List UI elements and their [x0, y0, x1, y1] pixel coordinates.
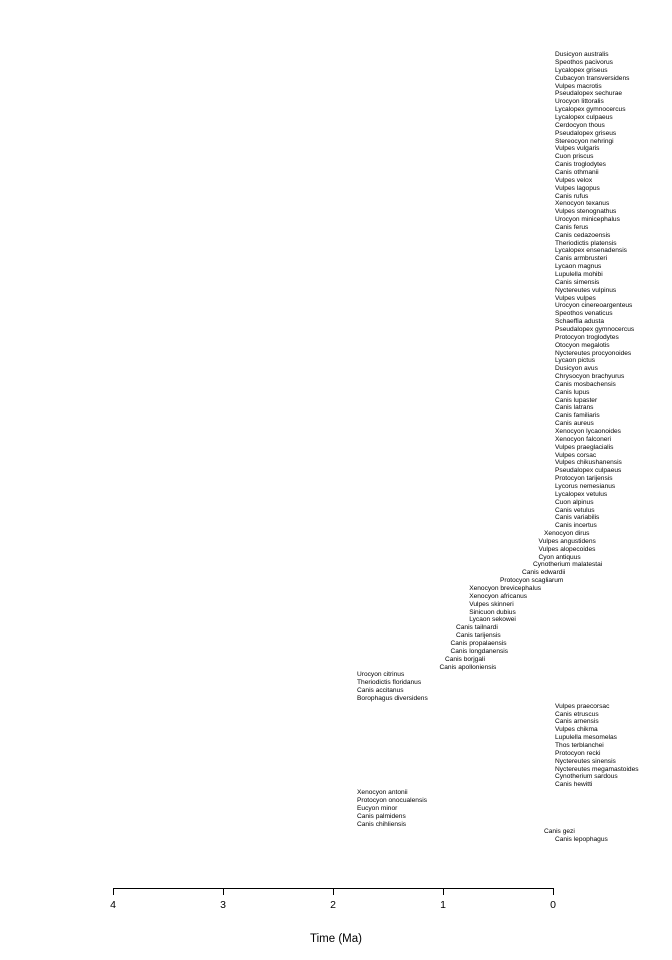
bar-row: [467, 162, 553, 168]
bar-label: Canis tailnardi: [456, 624, 498, 632]
bar-label: Vulpes velox: [555, 176, 593, 184]
bar-row: [267, 358, 553, 364]
bar-row: [421, 209, 553, 215]
bar-label: Dusicyon avus: [555, 365, 598, 373]
bar-label: Canis cedazoensis: [555, 231, 611, 239]
bar-label: Vulpes vulgaris: [555, 145, 600, 153]
bar-label: Vulpes praeglacialis: [555, 443, 614, 451]
bar-row: [157, 704, 553, 710]
bar-label: Protocyon tarijensis: [555, 475, 613, 483]
bar-label: Xenocyon falconeri: [555, 435, 612, 443]
bar-label: Cuon priscus: [555, 153, 594, 161]
bar-row: [355, 248, 553, 254]
bar-label: Cynotherium malatestai: [533, 561, 603, 569]
bar-row: [157, 719, 553, 725]
bar-label: Vulpes vulpes: [555, 294, 596, 302]
bar-row: [421, 201, 553, 207]
bar-row: [267, 382, 553, 388]
bar-label: Nyctereutes procyonoides: [555, 349, 632, 357]
bar-row: [267, 366, 553, 372]
bar-row: [520, 107, 553, 113]
bar-row: [267, 594, 467, 600]
bar-label: Pseudalopex gymnocercus: [555, 325, 635, 333]
bar-row: [344, 264, 553, 270]
bar-row: [157, 727, 553, 733]
bar-label: Xenocyon dirus: [544, 530, 590, 538]
bar-label: Nyctereutes megamastoides: [555, 765, 639, 773]
bar-row: [267, 288, 553, 294]
bar-row: [157, 806, 355, 812]
bar-label: Pseudalopex griseus: [555, 129, 617, 137]
axis-tick-label: 0: [550, 899, 556, 911]
bar-row: [541, 91, 553, 97]
bar-row: [157, 813, 355, 819]
bar-label: Canis latrans: [555, 404, 594, 412]
bar-label: Lycalopex ensenadensis: [555, 247, 627, 255]
bar-row: [267, 413, 553, 419]
bar-label: Canis vetulus: [555, 506, 595, 514]
bar-row: [520, 138, 553, 144]
bar-label: Urocyon cinereoargenteus: [555, 302, 633, 310]
bar-label: Canis othmanii: [555, 168, 599, 176]
bar-label: Lycalopex griseus: [555, 66, 608, 74]
bar-row: [267, 342, 553, 348]
bar-row: [267, 390, 553, 396]
bar-row: [544, 68, 553, 74]
bar-label: Eucyon minor: [357, 804, 398, 812]
bar-row: [157, 782, 553, 788]
bar-row: [267, 602, 467, 608]
bar-row: [421, 217, 553, 223]
bar-label: Vulpes praecorsac: [555, 702, 610, 710]
bar-label: Pseudalopex culpaeus: [555, 467, 622, 475]
bar-label: Canis palmidens: [357, 812, 406, 820]
bar-label: Sinicuon dubius: [469, 608, 516, 616]
bar-row: [157, 774, 553, 780]
bar-row: [267, 492, 553, 498]
bar-label: Protocyon recki: [555, 749, 601, 757]
bar-row: [267, 452, 553, 458]
bar-row: [267, 539, 537, 545]
bar-label: Canis aureus: [555, 420, 594, 428]
bar-row: [520, 115, 553, 121]
axis-tick: [333, 888, 334, 895]
bar-label: Canis rufus: [555, 192, 589, 200]
bar-label: Lycaon sekowei: [469, 616, 516, 624]
bar-label: Canis troglodytes: [555, 161, 606, 169]
bar-row: [267, 421, 553, 427]
bar-row: [267, 649, 449, 655]
bar-label: Canis ferus: [555, 223, 589, 231]
bar-label: Xenocyon texanus: [555, 200, 610, 208]
bar-row: [267, 499, 553, 505]
bar-label: Stereocyon nehringi: [555, 137, 614, 145]
bar-label: Canis simensis: [555, 278, 600, 286]
bar-label: Canis etruscus: [555, 710, 599, 718]
bar-row: [467, 154, 553, 160]
bar-row: [267, 570, 520, 576]
bar-row: [548, 60, 554, 66]
bar-label: Urocyon littoralis: [555, 98, 604, 106]
bar-label: Vulpes stenognathus: [555, 208, 617, 216]
bar-label: Canis arnensis: [555, 718, 599, 726]
bar-row: [267, 303, 553, 309]
axis-tick-label: 2: [330, 899, 336, 911]
bar-row: [267, 523, 553, 529]
bar-row: [550, 52, 554, 58]
bar-row: [267, 295, 553, 301]
bar-row: [267, 429, 553, 435]
bar-row: [267, 680, 355, 686]
bar-row: [267, 531, 542, 537]
axis-tick: [553, 888, 554, 895]
axis-tick: [443, 888, 444, 895]
bar-label: Lupulella mesomelas: [555, 734, 617, 742]
bar-row: [157, 798, 355, 804]
axis-tick: [113, 888, 114, 895]
bar-label: Canis chihliensis: [357, 820, 407, 828]
bar-row: [540, 99, 553, 105]
axis-tick-label: 4: [110, 899, 116, 911]
bar-row: [520, 131, 553, 137]
bar-row: [267, 656, 443, 662]
bar-label: Lupulella mohibi: [555, 271, 603, 278]
bar-row: [267, 688, 355, 694]
bar-label: Canis edwardii: [522, 569, 566, 577]
bar-row: [267, 617, 467, 623]
bar-row: [311, 280, 553, 286]
bar-row: [542, 83, 553, 89]
bar-label: Canis accitanus: [357, 687, 404, 695]
bar-label: Canis lupus: [555, 388, 590, 396]
bar-row: [267, 350, 553, 356]
bar-label: Cerdocyon thous: [555, 121, 605, 129]
bar-label: Cynotherium sardous: [555, 773, 618, 781]
bar-label: Vulpes lagopus: [555, 184, 600, 192]
bar-label: Canis lepophagus: [555, 836, 608, 844]
bar-row: [267, 460, 553, 466]
bar-row: [157, 711, 553, 717]
bar-row: [267, 335, 553, 341]
bar-row: [267, 327, 553, 333]
bar-row: [267, 437, 553, 443]
bar-row: [157, 766, 553, 772]
bar-label: Lycalopex gymnocercus: [555, 106, 626, 114]
bar-row: [267, 476, 553, 482]
bar-row: [267, 672, 355, 678]
bar-label: Lycaon magnus: [555, 263, 602, 271]
bar-label: Vulpes angustidens: [538, 537, 596, 545]
bar-label: Vulpes chikma: [555, 726, 598, 734]
bar-row: [543, 76, 553, 82]
bar-label: Canis longdanensis: [450, 647, 509, 655]
bar-label: Canis tarijensis: [456, 632, 501, 640]
bar-row: [267, 397, 553, 403]
bar-label: Cubacyon transversidens: [555, 74, 630, 82]
bar-label: Speothos pacivorus: [555, 59, 613, 67]
bar-label: Canis lupaster: [555, 396, 598, 404]
bar-row: [157, 821, 355, 827]
bar-row: [80, 829, 542, 835]
bar-row: [421, 233, 553, 239]
bar-row: [157, 790, 355, 796]
bar-label: Schaeffia adusta: [555, 318, 605, 326]
bar-row: [267, 586, 467, 592]
bar-row: [267, 507, 553, 513]
bar-label: Cyon antiquus: [538, 553, 581, 561]
bar-label: Cuon alpinus: [555, 498, 594, 506]
bar-label: Canis armbrusteri: [555, 255, 608, 263]
bar-label: Speothos venaticus: [555, 310, 613, 318]
axis-tick-label: 3: [220, 899, 226, 911]
bar-row: [267, 633, 454, 639]
bar-label: Xenocyon antonii: [357, 789, 408, 797]
bar-label: Canis familiaris: [555, 412, 600, 420]
bar-row: [157, 735, 553, 741]
bar-row: [267, 664, 438, 670]
bar-label: Vulpes chikushanensis: [555, 459, 622, 467]
bar-row: [267, 625, 454, 631]
bar-row: [267, 319, 553, 325]
bar-label: Vulpes skinneri: [469, 600, 514, 608]
bar-label: Nyctereutes sinensis: [555, 757, 616, 765]
bar-row: [421, 225, 553, 231]
bar-row: [267, 547, 537, 553]
bar-row: [267, 609, 467, 615]
bar-row: [267, 484, 553, 490]
bar-label: Canis borjgali: [445, 655, 485, 663]
bar-label: Lycalopex vetulus: [555, 490, 608, 498]
bar-row: [267, 445, 553, 451]
bar-row: [80, 837, 553, 843]
bar-label: Canis hewitti: [555, 781, 593, 789]
bar-label: Vulpes alopecoides: [538, 545, 596, 553]
bar-label: Borophagus diversidens: [357, 694, 428, 702]
x-axis-title: Time (Ma): [310, 933, 362, 945]
bar-row: [344, 272, 553, 278]
bar-row: [267, 374, 553, 380]
bar-row: [267, 562, 531, 568]
bar-label: Chrysocyon brachyurus: [555, 373, 625, 381]
bar-row: [157, 751, 553, 757]
bar-label: Theriodictis platensis: [555, 239, 617, 247]
bar-label: Xenocyon africanus: [469, 592, 528, 600]
bar-label: Canis apolloniensis: [439, 663, 497, 671]
bar-label: Lycorus nemesianus: [555, 482, 616, 490]
bar-label: Canis mosbachensis: [555, 380, 616, 388]
bar-row: [520, 123, 553, 129]
bar-label: Canis incertus: [555, 522, 597, 530]
bar-label: Thos terblanchei: [555, 742, 604, 749]
bar-label: Vulpes macrotis: [555, 82, 602, 90]
bar-label: Protocyon scagliarum: [500, 577, 564, 585]
bar-label: Protocyon onocualensis: [357, 796, 428, 804]
bar-label: Xenocyon brevicephalus: [469, 585, 542, 592]
bar-label: Lycaon pictus: [555, 357, 596, 365]
bar-label: Canis gezi: [544, 828, 575, 836]
bar-row: [267, 578, 498, 584]
bar-row: [267, 554, 537, 560]
bar-row: [344, 256, 553, 262]
bar-row: [467, 170, 553, 176]
bar-label: Pseudalopex sechurae: [555, 90, 623, 98]
bar-row: [520, 146, 553, 152]
bar-row: [421, 193, 553, 199]
bar-label: Otocyon megalotis: [555, 341, 610, 349]
bar-label: Vulpes corsac: [555, 451, 597, 459]
bar-row: [267, 515, 553, 521]
bar-row: [267, 311, 553, 317]
bar-label: Urocyon minicephalus: [555, 216, 620, 224]
bar-row: [355, 240, 553, 246]
bar-label: Protocyon troglodytes: [555, 333, 619, 341]
bar-row: [157, 743, 553, 749]
bar-row: [421, 178, 553, 184]
bar-label: Nyctereutes vulpinus: [555, 286, 617, 294]
bar-label: Lycalopex culpaeus: [555, 114, 613, 121]
bar-label: Theriodictis floridanus: [357, 679, 422, 687]
bar-label: Xenocyon lycaonoides: [555, 428, 621, 435]
bar-row: [157, 759, 553, 765]
bar-row: [267, 468, 553, 474]
axis-tick: [223, 888, 224, 895]
bar-row: [267, 405, 553, 411]
bar-label: Canis variabilis: [555, 514, 600, 522]
bar-row: [267, 696, 355, 702]
bar-label: Dusicyon australis: [555, 51, 609, 59]
axis-tick-label: 1: [440, 899, 446, 911]
bar-label: Urocyon citrinus: [357, 671, 405, 679]
bar-row: [267, 641, 449, 647]
bar-label: Canis propalaensis: [450, 639, 507, 647]
bar-row: [421, 185, 553, 191]
